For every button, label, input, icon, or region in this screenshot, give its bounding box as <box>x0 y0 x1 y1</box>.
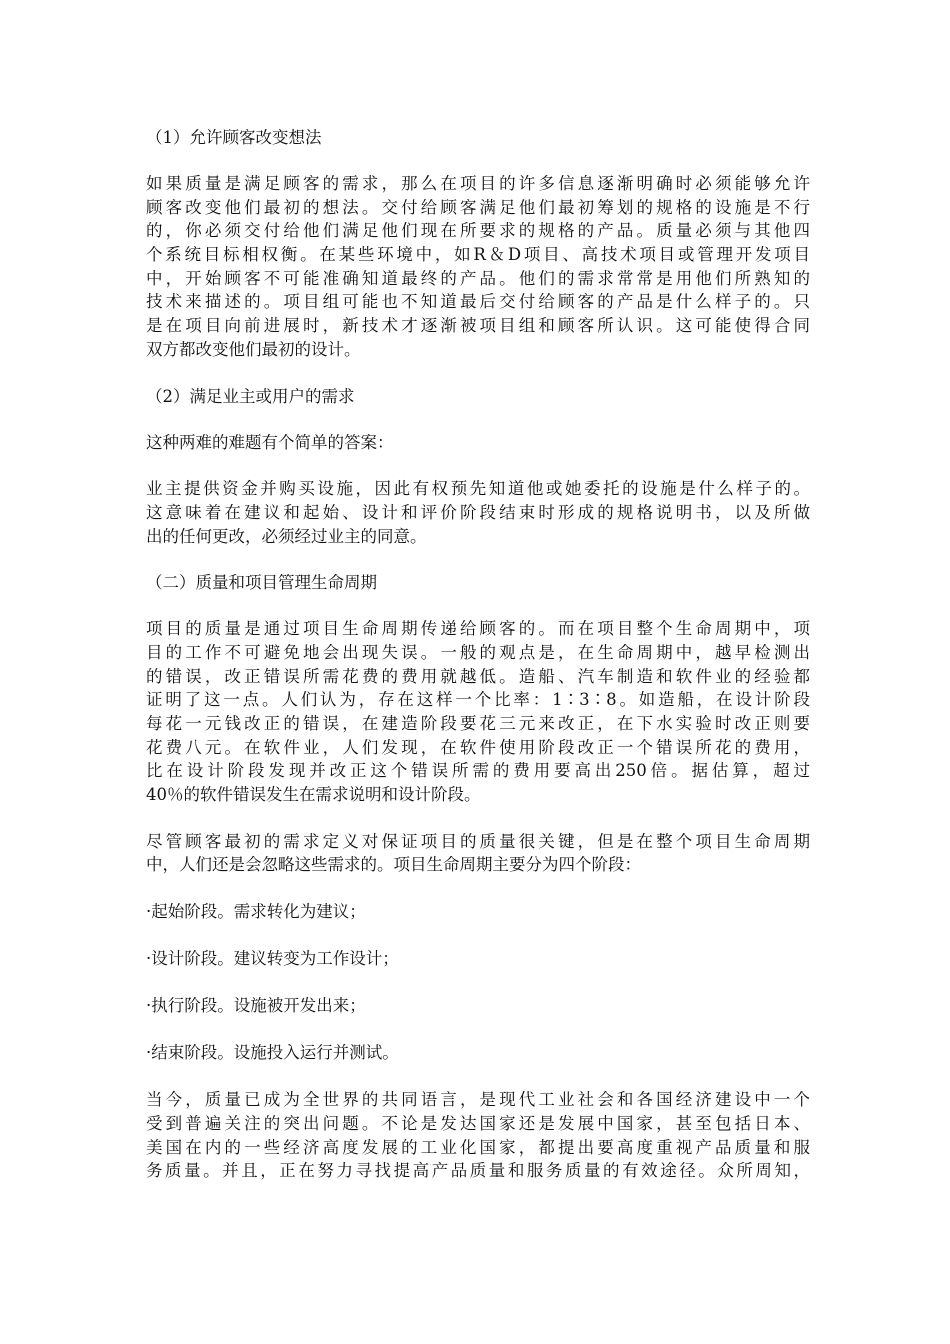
paragraph <box>146 172 810 362</box>
paragraph-line: 是在项目向前进展时，新技术才逐渐被项目组和顾客所认识。这可能使得合同 <box>146 316 810 336</box>
paragraph-line: 美国在内的一些经济高度发展的工业化国家，都提出要高度重视产品质量和服 <box>146 1137 810 1157</box>
paragraph-line: 每花一元钱改正的错误，在建造阶段要花三元来改正，在下水实验时改正则要 <box>146 714 810 733</box>
paragraph-line: 技术来描述的。项目组可能也不知道最后交付给顾客的产品是什么样子的。只 <box>146 292 810 312</box>
paragraph-line: 中，开始顾客不可能准确知道最终的产品。他们的需求常常是用他们所熟知的 <box>146 268 810 288</box>
paragraph-line: 务质量。并且，正在努力寻找提高产品质量和服务质量的有效途径。众所周知， <box>146 1161 810 1181</box>
bullet-item: ·执行阶段。设施被开发出来； <box>146 996 366 1016</box>
paragraph-line: 受到普遍关注的突出问题。不论是发达国家还是发展中国家，甚至包括日本、 <box>146 1113 810 1133</box>
paragraph <box>146 431 810 455</box>
paragraph-line: 出的任何更改，必须经过业主的同意。 <box>146 526 427 546</box>
paragraph-line: 当今，质量已成为全世界的共同语言，是现代工业社会和各国经济建设中一个 <box>146 1090 810 1110</box>
bullet-item: ·结束阶段。设施投入运行并测试。 <box>146 1043 399 1063</box>
bullet-item: ·起始阶段。需求转化为建议； <box>146 902 366 922</box>
section-heading: （1）允许顾客改变想法 <box>146 128 322 147</box>
paragraph-line: 如果质量是满足顾客的需求，那么在项目的许多信息逐渐明确时必须能够允许 <box>146 174 810 193</box>
paragraph-line: 40％的软件错误发生在需求说明和设计阶段。 <box>146 785 481 805</box>
bullet-item: ·设计阶段。建议转变为工作设计； <box>146 949 399 969</box>
paragraph-line: 中，人们还是会忽略这些需求的。项目生命周期主要分为四个阶段： <box>146 855 641 875</box>
paragraph <box>146 617 810 807</box>
paragraph-line: 顾客改变他们最初的想法。交付给顾客满足他们最初筹划的规格的设施是不行 <box>146 197 810 217</box>
paragraph-line: 这种两难的难题有个简单的答案： <box>146 432 394 452</box>
paragraph-line: 的，你必须交付给他们满足他们现在所要求的规格的产品。质量必须与其他四 <box>146 221 810 241</box>
paragraph-line: 证明了这一点。人们认为，存在这样一个比率：1∶3∶8。如造船，在设计阶段 <box>146 690 810 710</box>
paragraph-line: 目的工作不可避免地会出现失误。一般的观点是，在生命周期中，越早检测出 <box>146 642 810 662</box>
paragraph <box>146 830 810 877</box>
section-heading: （二）质量和项目管理生命周期 <box>146 573 377 593</box>
paragraph-line: 比在设计阶段发现并改正这个错误所需的费用要高出250倍。据估算，超过 <box>146 761 810 781</box>
paragraph-line: 尽管顾客最初的需求定义对保证项目的质量很关键，但是在整个项目生命周期 <box>146 831 810 851</box>
paragraph-line: 的错误，改正错误所需花费的费用就越低。造船、汽车制造和软件业的经验都 <box>146 666 810 686</box>
section-heading: （2）满足业主或用户的需求 <box>146 386 355 406</box>
paragraph-line: 这意味着在建议和起始、设计和评价阶段结束时形成的规格说明书，以及所做 <box>146 502 810 522</box>
paragraph-line: 项目的质量是通过项目生命周期传递给顾客的。而在项目整个生命周期中，项 <box>146 619 810 639</box>
paragraph-line: 双方都改变他们最初的设计。 <box>146 339 361 359</box>
paragraph <box>146 477 810 548</box>
paragraph-line: 个系统目标相权衡。在某些环境中，如R＆D项目、高技术项目或管理开发项目 <box>146 245 810 265</box>
paragraph <box>146 1088 810 1183</box>
document-page <box>146 126 810 1206</box>
paragraph-line: 业主提供资金并购买设施，因此有权预先知道他或她委托的设施是什么样子的。 <box>146 479 810 499</box>
paragraph-line: 花费八元。在软件业，人们发现，在软件使用阶段改正一个错误所花的费用， <box>146 737 810 757</box>
